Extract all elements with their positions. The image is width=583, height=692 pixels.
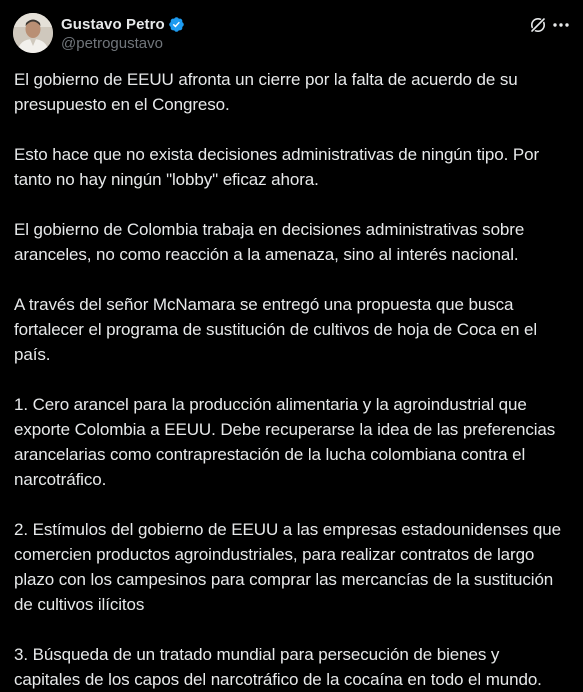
post-paragraph: 1. Cero arancel para la producción alimentaria y la agroindustrial que exporte Colombia a EEUU. Debe recuperarse la idea de las preferencias arancelarias como contraprestación de la lucha colombiana contra el narcotráfico. <box>14 395 556 489</box>
more-icon <box>550 14 572 36</box>
more-options-button[interactable] <box>550 14 572 36</box>
user-handle[interactable]: @petrogustavo <box>61 35 163 52</box>
post-header <box>13 13 570 55</box>
post-paragraph: Esto hace que no exista decisiones administrativas de ningún tipo. Por tanto no hay ningún "lobby" eficaz ahora. <box>14 145 540 189</box>
display-name-row <box>61 14 185 34</box>
post-paragraph: El gobierno de Colombia trabaja en decisiones administrativas sobre aranceles, no como reacción a la amenaza, sino al interés nacional. <box>14 220 525 264</box>
post-paragraph: El gobierno de EEUU afronta un cierre por la falta de acuerdo de su presupuesto en el Congreso. <box>14 70 518 114</box>
grok-icon <box>529 16 547 34</box>
post-paragraph: 3. Búsqueda de un tratado mundial para persecución de bienes y capitales de los capos del narcotráfico de la cocaína en todo el mundo. <box>14 645 542 689</box>
post-paragraph: A través del señor McNamara se entregó una propuesta que busca fortalecer el programa de sustitución de cultivos de hoja de Coca en el país. <box>14 295 538 364</box>
post-text <box>14 67 574 692</box>
grok-button[interactable] <box>529 16 547 34</box>
user-avatar[interactable] <box>13 13 53 53</box>
author-names <box>61 14 185 52</box>
avatar-image <box>13 13 53 53</box>
post-paragraph: 2. Estímulos del gobierno de EEUU a las empresas estadounidenses que comercien productos agroindustriales, para realizar contratos de largo plazo con los campesinos para comprar las mercancías de la sustitución de cultivos ilícitos <box>14 520 561 614</box>
display-name[interactable]: Gustavo Petro <box>61 15 165 33</box>
verified-badge-icon <box>168 16 185 33</box>
